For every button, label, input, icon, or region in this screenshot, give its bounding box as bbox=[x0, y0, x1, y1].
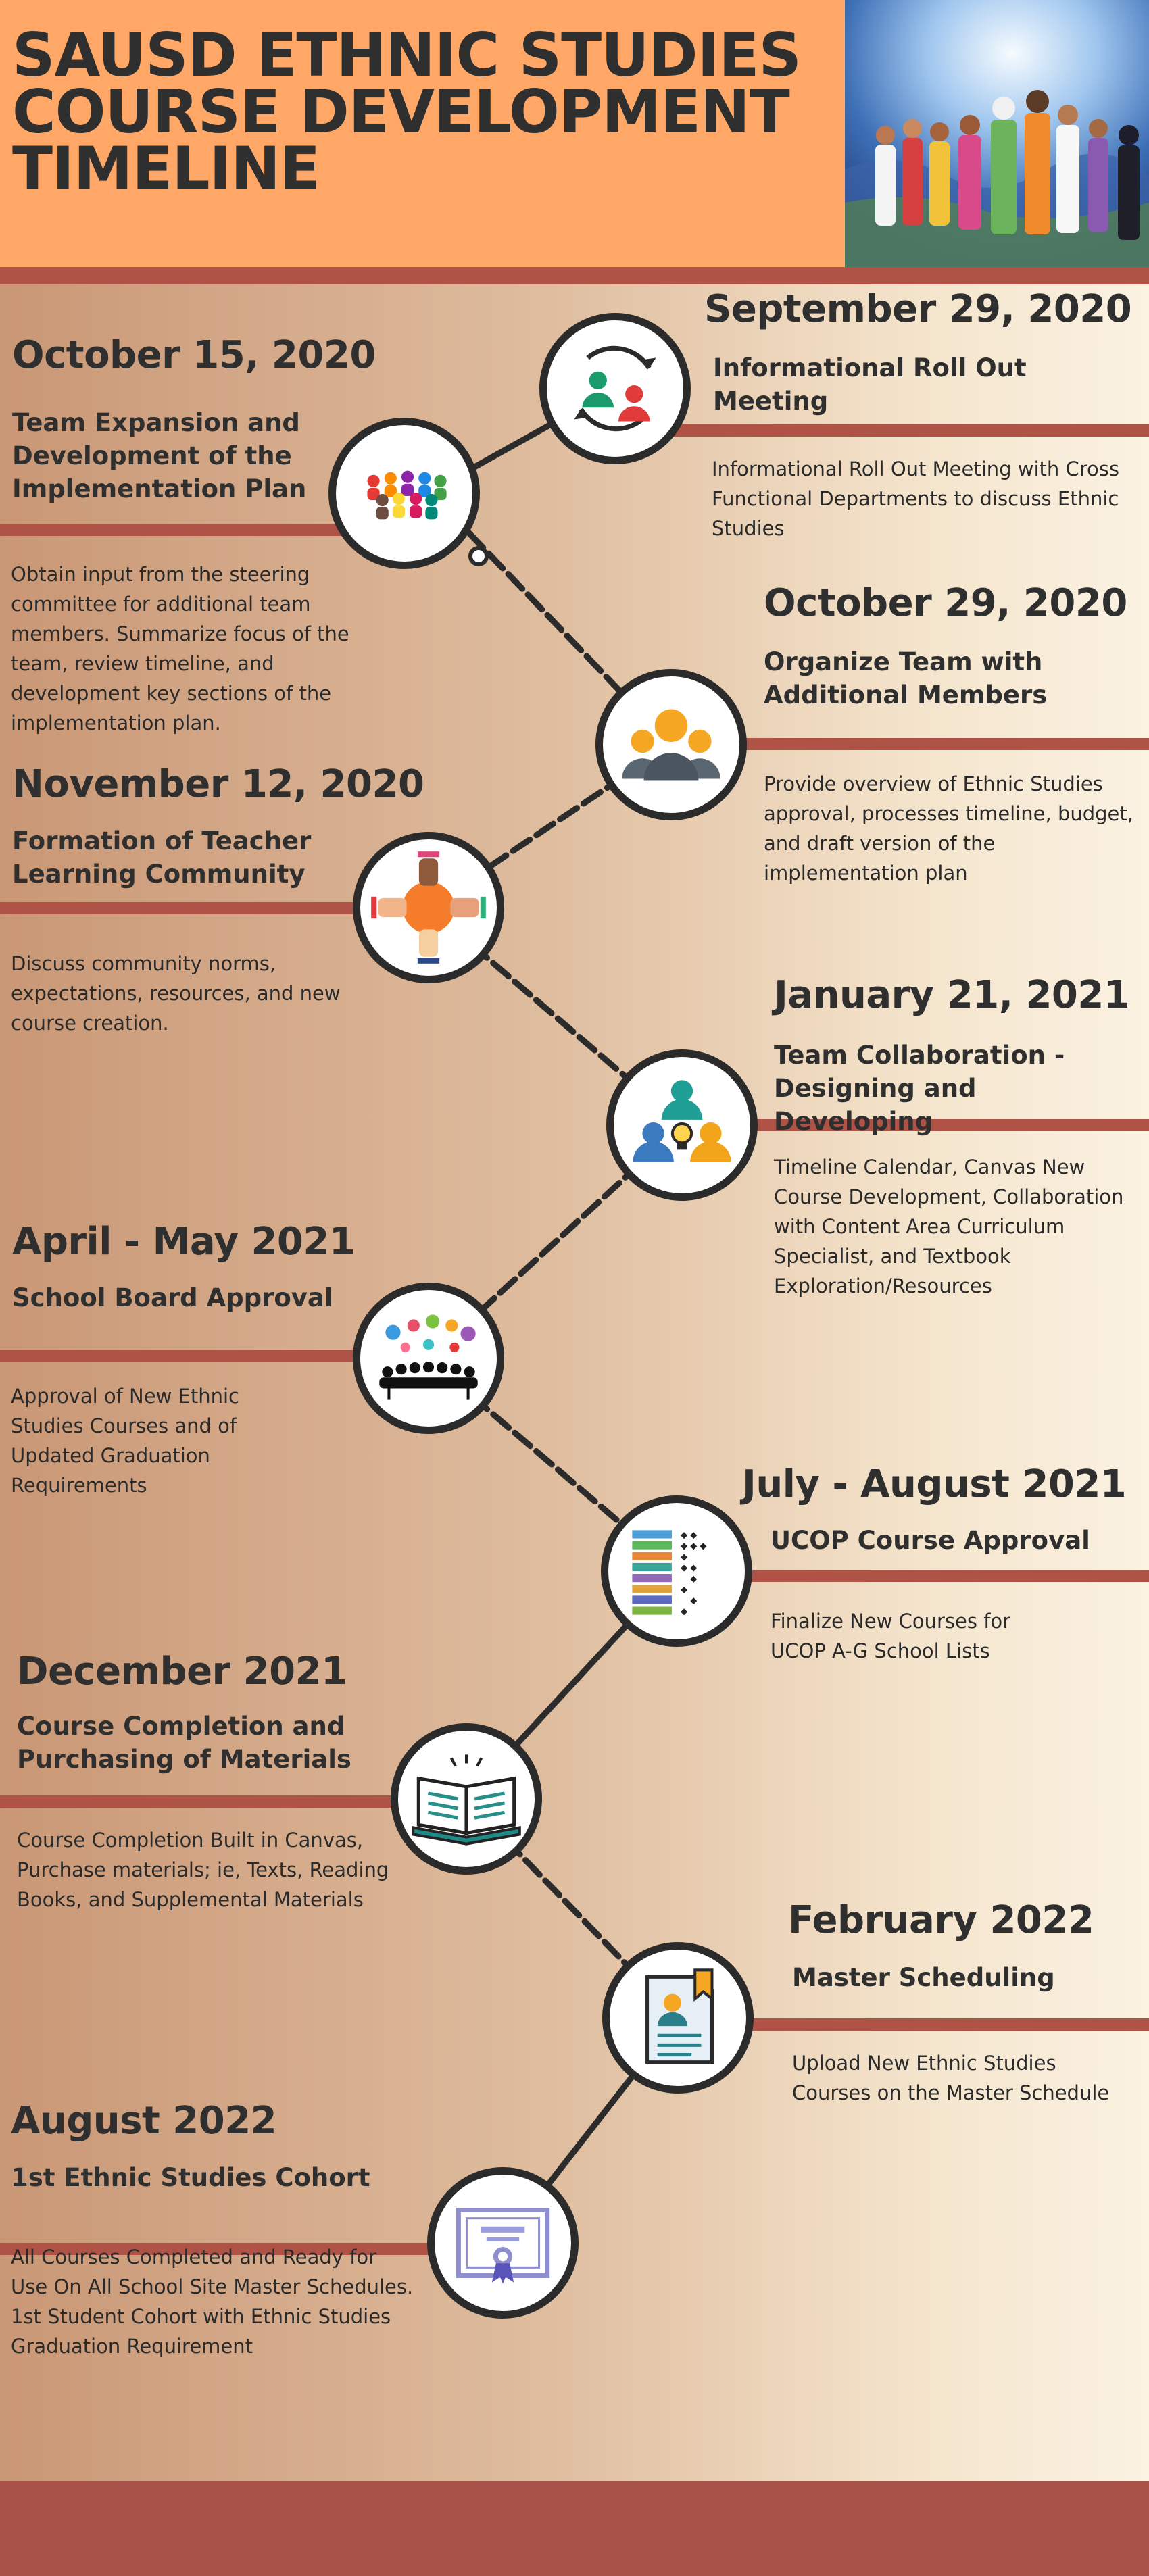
milestone-description: Timeline Calendar, Canvas New Course Development, Collaboration with Content Area Curriculum Specialist, and Textbook Exploration/Resources bbox=[774, 1156, 1124, 1297]
milestone-description: Provide overview of Ethnic Studies approval, processes timeline, budget, and draft version of the implementation plan bbox=[764, 772, 1133, 885]
milestone-description: Obtain input from the steering committee for additional team members. Summarize focus of the team, review timeline, and development key sections of the implementation plan. bbox=[11, 563, 349, 735]
milestone-description: Informational Roll Out Meeting with Cross Functional Departments to discuss Ethnic Studies bbox=[712, 457, 1120, 540]
milestone-date: December 2021 bbox=[17, 1650, 347, 1693]
team-members-icon bbox=[595, 669, 747, 820]
milestone-description: Discuss community norms, expectations, resources, and new course creation. bbox=[11, 952, 341, 1035]
course-list-icon bbox=[601, 1495, 752, 1647]
milestone-date: January 21, 2021 bbox=[774, 973, 1130, 1017]
open-book-icon bbox=[391, 1723, 542, 1875]
diverse-team-group-icon bbox=[328, 418, 480, 569]
milestone-subtitle: Master Scheduling bbox=[792, 1963, 1055, 1992]
milestone-date: September 29, 2020 bbox=[704, 287, 1132, 331]
joined-hands-icon bbox=[353, 832, 504, 983]
page-title: SAUSD ETHNIC STUDIES COURSE DEVELOPMENT TIMELINE bbox=[12, 20, 801, 203]
milestone-date: July - August 2021 bbox=[742, 1462, 1127, 1506]
milestone-date: February 2022 bbox=[788, 1898, 1094, 1942]
milestone-date: October 29, 2020 bbox=[764, 581, 1127, 625]
milestone-date: April - May 2021 bbox=[12, 1220, 356, 1264]
two-people-cycle-arrows-icon bbox=[539, 313, 691, 464]
milestone-date: August 2022 bbox=[11, 2099, 277, 2143]
collaboration-idea-icon bbox=[606, 1049, 758, 1201]
milestone-subtitle: School Board Approval bbox=[12, 1283, 333, 1312]
certificate-icon bbox=[427, 2167, 579, 2319]
schedule-document-icon bbox=[602, 1942, 754, 2094]
milestone-subtitle: Informational Roll Out Meeting bbox=[713, 353, 1027, 416]
accent-bar bbox=[615, 424, 1149, 437]
milestone-description: Approval of New Ethnic Studies Courses and of Updated Graduation Requirements bbox=[11, 1385, 239, 1497]
milestone-date: November 12, 2020 bbox=[12, 762, 424, 806]
milestone-subtitle: UCOP Course Approval bbox=[771, 1526, 1090, 1555]
board-meeting-icon bbox=[353, 1283, 504, 1434]
milestone-subtitle: Formation of Teacher Learning Community bbox=[12, 826, 312, 889]
milestone-subtitle: Course Completion and Purchasing of Materials bbox=[17, 1712, 351, 1774]
milestone-description: Course Completion Built in Canvas, Purchase materials; ie, Texts, Reading Books, and Supplemental Materials bbox=[17, 1829, 389, 1911]
milestone-subtitle: Organize Team with Additional Members bbox=[764, 647, 1048, 710]
milestone-description: Upload New Ethnic Studies Courses on the Master Schedule bbox=[792, 2052, 1110, 2104]
milestone-subtitle: 1st Ethnic Studies Cohort bbox=[11, 2163, 370, 2192]
milestone-description: Finalize New Courses for UCOP A-G School Lists bbox=[771, 1610, 1011, 1662]
milestone-description: All Courses Completed and Ready for Use On All School Site Master Schedules. 1st Student Cohort with Ethnic Studies Graduation Requirement bbox=[11, 2246, 414, 2358]
milestone-subtitle: Team Collaboration - Designing and Developing bbox=[774, 1041, 1065, 1136]
milestone-subtitle: Team Expansion and Development of the Implementation Plan bbox=[12, 408, 307, 503]
milestone-date: October 15, 2020 bbox=[12, 333, 376, 377]
